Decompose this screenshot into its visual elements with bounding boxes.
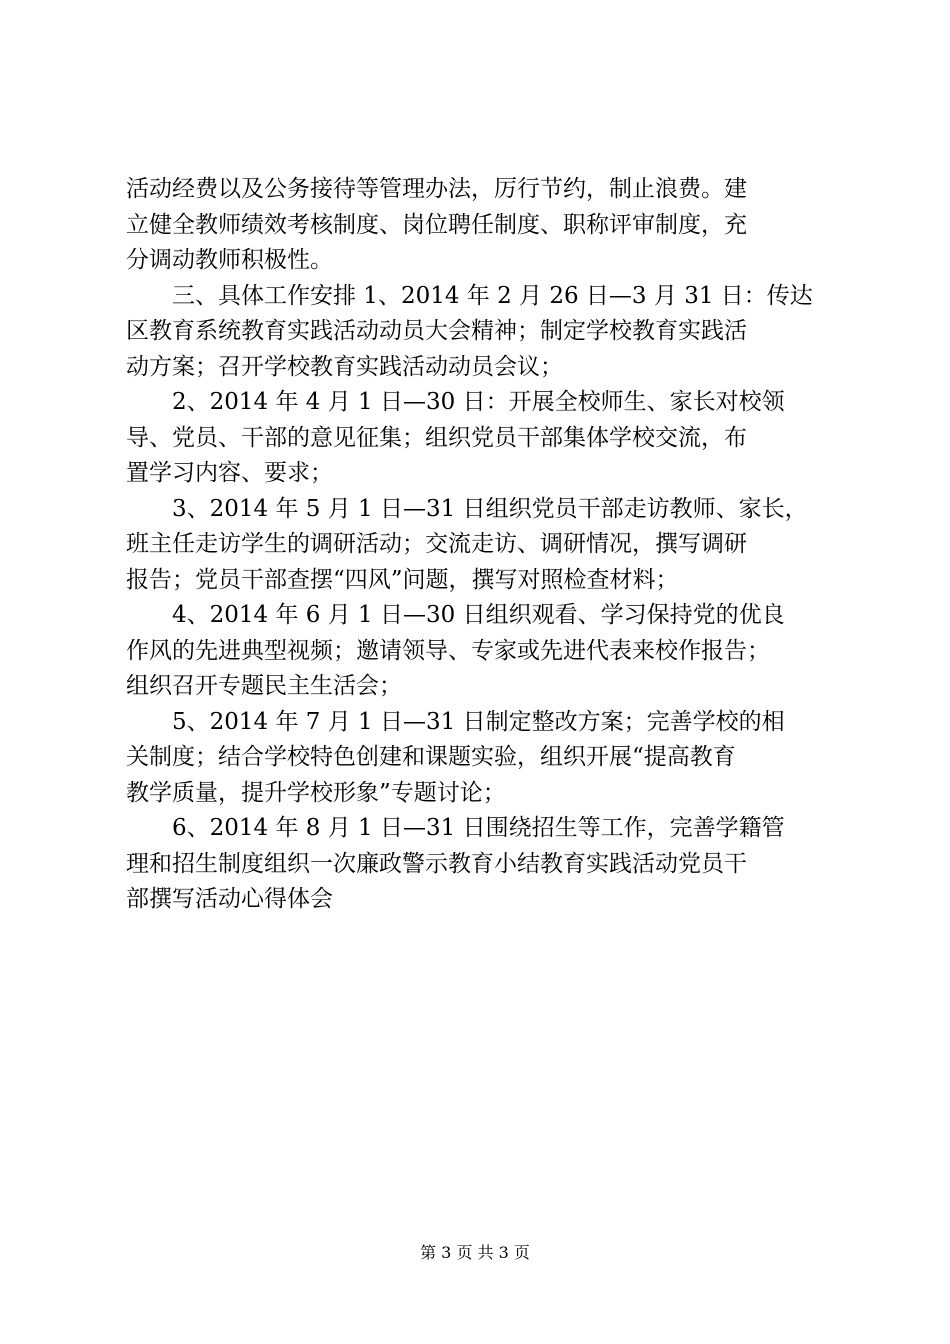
paragraph-first-line: 5、2014 年 7 月 1 日—31 日制定整改方案；完善学校的相 (172, 708, 785, 735)
paragraph-line: 关制度；结合学校特色创建和课题实验，组织开展“提高教育 (126, 744, 736, 770)
paragraph-first-line: 4、2014 年 6 月 1 日—30 日组织观看、学习保持党的优良 (172, 602, 785, 628)
paragraph-line: 作风的先进典型视频；邀请领导、专家或先进代表来校作报告； (126, 637, 770, 664)
paragraph-line: 导、党员、干部的意见征集；组织党员干部集体学校交流，布 (126, 424, 747, 451)
page-footer: 第 3 页 共 3 页 (420, 1243, 530, 1262)
paragraph-first-line: 6、2014 年 8 月 1 日—31 日围绕招生等工作，完善学籍管 (172, 815, 785, 841)
paragraph-first-line: 三、具体工作安排 1、2014 年 2 月 26 日—3 月 31 日：传达 (172, 282, 813, 309)
paragraph-line: 组织召开专题民主生活会； (126, 673, 402, 699)
paragraph-line: 分调动教师积极性。 (126, 247, 333, 273)
paragraph-line: 班主任走访学生的调研活动；交流走访、调研情况，撰写调研 (126, 531, 747, 557)
document-body (126, 172, 832, 918)
paragraph-line: 动方案；召开学校教育实践活动动员会议； (126, 353, 563, 380)
paragraph-line: 置学习内容、要求； (126, 460, 333, 486)
paragraph-line: 报告；党员干部查摆“四风”问题，撰写对照检查材料； (126, 566, 679, 593)
paragraph-line: 立健全教师绩效考核制度、岗位聘任制度、职称评审制度，充 (126, 211, 747, 238)
paragraph-first-line: 3、2014 年 5 月 1 日—31 日组织党员干部走访教师、家长， (172, 495, 808, 522)
paragraph-line: 活动经费以及公务接待等管理办法，厉行节约，制止浪费。建 (126, 176, 747, 202)
paragraph-first-line: 2、2014 年 4 月 1 日—30 日：开展全校师生、家长对校领 (172, 389, 785, 415)
paragraph-line: 区教育系统教育实践活动动员大会精神；制定学校教育实践活 (126, 318, 747, 344)
paragraph-line: 部撰写活动心得体会 (126, 886, 333, 912)
paragraph-line: 教学质量，提升学校形象”专题讨论； (126, 779, 506, 806)
paragraph-line: 理和招生制度组织一次廉政警示教育小结教育实践活动党员干 (126, 850, 747, 877)
